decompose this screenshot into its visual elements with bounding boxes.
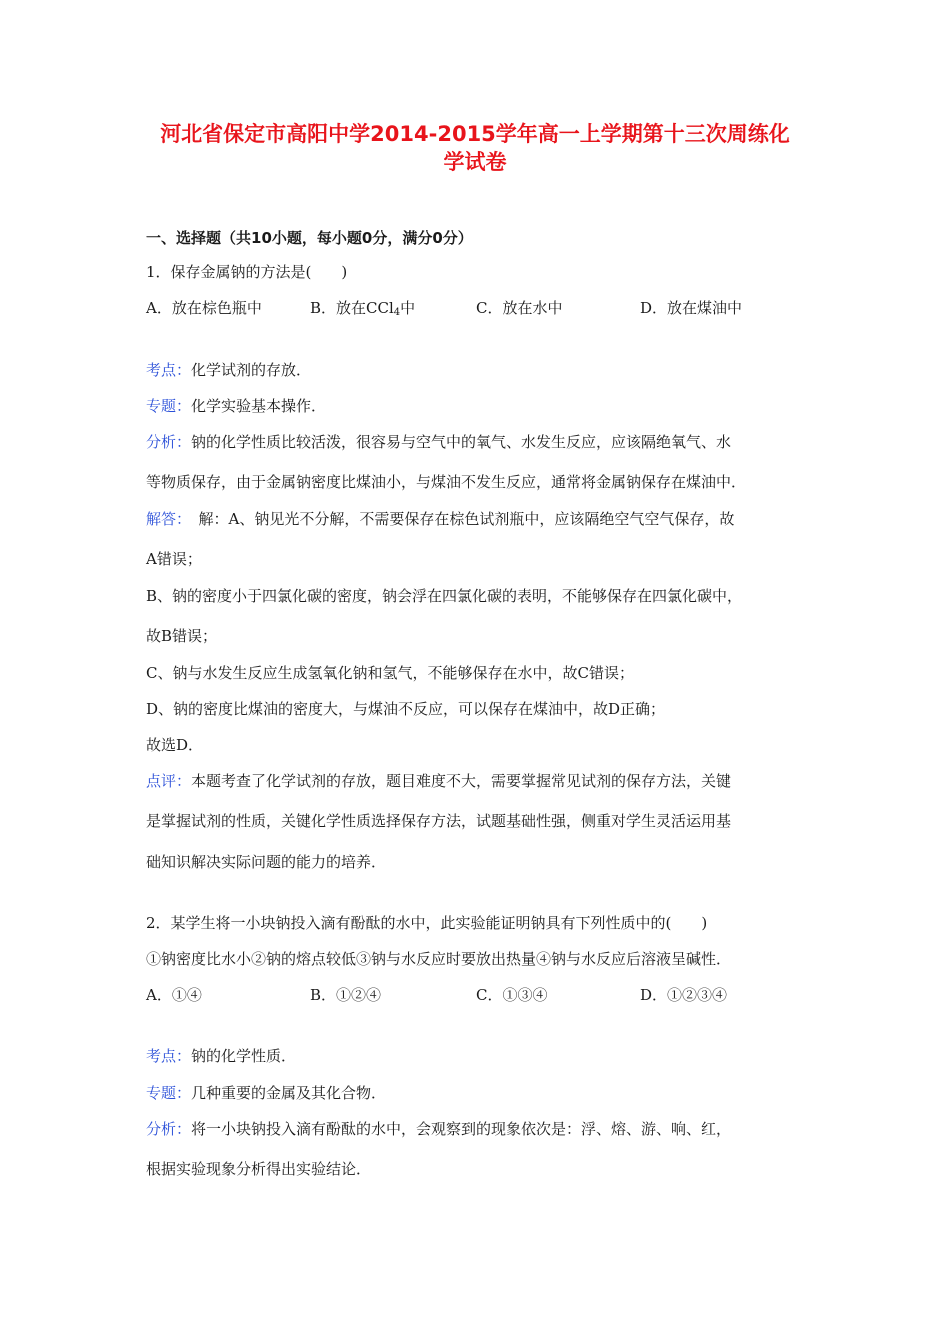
q2-option-c: C．①③④: [476, 986, 548, 1004]
q2-option-b: B．①②④: [310, 986, 382, 1004]
q2-fenxi-text-2: 根据实验现象分析得出实验结论．: [146, 1160, 372, 1178]
title-line-1: 河北省保定市高阳中学2014-2015学年高一上学期第十三次周练化: [160, 122, 790, 146]
q1-fenxi-text-1: 钠的化学性质比较活泼，很容易与空气中的氧气、水发生反应，应该隔绝氧气、水: [191, 433, 732, 451]
q1-dianping-text-3: 础知识解决实际问题的能力的培养．: [146, 853, 387, 871]
q1-jieda-text-6: D、钠的密度比煤油的密度大，与煤油不反应，可以保存在煤油中，故D正确；: [146, 700, 666, 718]
q2-kaodian: [146, 1046, 296, 1066]
q1-kaodian: [146, 360, 311, 380]
q2-stem-statements: ①钠密度比水小②钠的熔点较低③钠与水反应时要放出热量④钠与水反应后溶液呈碱性．: [146, 950, 732, 968]
title-line-2: 学试卷: [443, 150, 507, 174]
q1-jieda-text-3: B、钠的密度小于四氯化碳的密度，钠会浮在四氯化碳的表明，不能够保存在四氯化碳中，: [146, 587, 743, 605]
q1-option-b-suffix: 中: [400, 299, 416, 317]
q1-option-a: A．放在棕色瓶中: [146, 299, 262, 317]
q1-dianping-text-1: 本题考查了化学试剂的存放，题目难度不大，需要掌握常见试剂的保存方法，关键: [191, 772, 732, 790]
q1-zhuanti-label: 专题：: [146, 397, 192, 415]
q1-option-b-prefix: B．放在CCl: [310, 299, 394, 317]
q1-stem: 1．保存金属钠的方法是( ): [146, 263, 348, 281]
q1-zhuanti-text: 化学实验基本操作．: [191, 397, 327, 415]
q1-fenxi-label: 分析：: [146, 433, 192, 451]
q1-jieda: [146, 509, 734, 529]
page-title: [110, 120, 840, 176]
q1-kaodian-label: 考点：: [146, 361, 192, 379]
q1-jieda-text-4: 故B错误；: [146, 627, 218, 645]
q1-jieda-label: 解答：: [146, 510, 184, 528]
q1-option-c: C．放在水中: [476, 299, 563, 317]
q2-zhuanti: [146, 1083, 386, 1103]
q2-zhuanti-label: 专题：: [146, 1084, 192, 1102]
q2-option-a: A．①④: [146, 986, 202, 1004]
q1-zhuanti: [146, 396, 326, 416]
q2-option-d: D．①②③④: [640, 986, 728, 1004]
q1-option-b: [310, 298, 415, 323]
q2-stem: 2．某学生将一小块钠投入滴有酚酞的水中，此实验能证明钠具有下列性质中的( ): [146, 914, 708, 932]
q1-jieda-text-2: A错误；: [146, 550, 202, 568]
q2-kaodian-label: 考点：: [146, 1047, 192, 1065]
q1-fenxi-text-2: 等物质保存，由于金属钠密度比煤油小，与煤油不发生反应，通常将金属钠保存在煤油中．: [146, 473, 747, 491]
q1-dianping-label: 点评：: [146, 772, 192, 790]
q2-zhuanti-text: 几种重要的金属及其化合物．: [191, 1084, 387, 1102]
q1-dianping: [146, 771, 731, 791]
q2-fenxi: [146, 1119, 731, 1139]
q1-kaodian-text: 化学试剂的存放．: [191, 361, 312, 379]
q1-dianping-text-2: 是掌握试剂的性质，关键化学性质选择保存方法，试题基础性强，侧重对学生灵活运用基: [146, 812, 732, 830]
q1-option-b-subscript: 4: [393, 307, 401, 318]
q2-kaodian-text: 钠的化学性质．: [191, 1047, 297, 1065]
q1-jieda-text-5: C、钠与水发生反应生成氢氧化钠和氢气，不能够保存在水中，故C错误；: [146, 664, 634, 682]
section-heading: 一、选择题（共10小题，每小题0分，满分0分）: [146, 229, 473, 247]
q2-fenxi-text-1: 将一小块钠投入滴有酚酞的水中，会观察到的现象依次是：浮、熔、游、响、红，: [191, 1120, 732, 1138]
q2-fenxi-label: 分析：: [146, 1120, 192, 1138]
q1-jieda-text-7: 故选D．: [146, 736, 204, 754]
q1-fenxi: [146, 432, 731, 452]
q1-jieda-text-1: 解：A、钠见光不分解，不需要保存在棕色试剂瓶中，应该隔绝空气空气保存，故: [183, 510, 735, 528]
q1-option-d: D．放在煤油中: [640, 299, 743, 317]
